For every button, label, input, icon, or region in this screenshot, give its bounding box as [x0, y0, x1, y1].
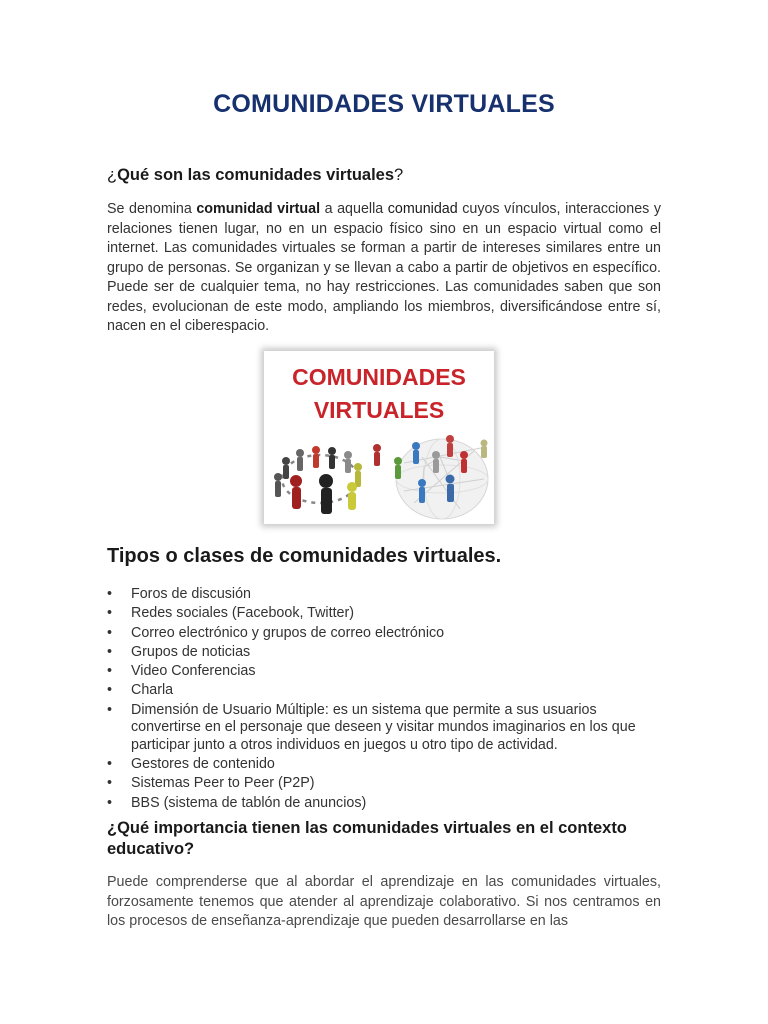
document-title: COMUNIDADES VIRTUALES: [213, 90, 555, 118]
list-item: • Dimensión de Usuario Múltiple: es un sistema que permite a sus usuarios convertirse en el personaje que deseen y visitar mundos imaginarios en los que participar junto a otros individuos en juegos u otro tipo de actividad.: [107, 702, 661, 755]
definition-paragraph: [107, 200, 661, 337]
question-suffix: ?: [394, 166, 404, 184]
list-item: • Correo electrónico y grupos de correo electrónico: [107, 625, 661, 643]
people-circle-icon: [274, 446, 362, 514]
types-heading: Tipos o clases de comunidades virtuales.: [107, 545, 502, 567]
list-item: • Gestores de contenido: [107, 756, 661, 774]
illustration-title-line2: VIRTUALES: [313, 397, 445, 423]
virtual-communities-illustration: [264, 351, 494, 524]
list-item: • Sistemas Peer to Peer (P2P): [107, 775, 661, 793]
types-list: [107, 586, 661, 814]
list-item: • Video Conferencias: [107, 663, 661, 681]
list-item: • Redes sociales (Facebook, Twitter): [107, 605, 661, 623]
illustration-graphic: [264, 351, 494, 524]
definition-term: comunidad: [387, 201, 458, 217]
question-bold-text: Qué son las comunidades virtuales: [117, 166, 395, 184]
globe-icon: [396, 439, 488, 519]
question-prefix: ¿: [107, 166, 118, 184]
list-item: • Foros de discusión: [107, 586, 661, 604]
definition-intro: Se denomina: [107, 201, 197, 217]
definition-rest: cuyos vínculos, interacciones y relaciones tienen lugar, no en un espacio físico sino en un espacio virtual como el internet. Las comunidades virtuales se forman a partir de intereses similares entre un grupo de personas. Se organizan y se llevan a cabo a partir de objetivos en específico. Puede ser de cualquier tema, no hay restricciones. Las comunidades saben que son redes, evolucionan de este modo, ampliando los miembros, diversificándose entre sí, nacen en el ciberespacio.: [107, 201, 661, 334]
definition-bold-term: comunidad virtual: [196, 201, 321, 217]
question-what-are-virtual-communities: [107, 166, 403, 185]
education-importance-heading: ¿Qué importancia tienen las comunidades virtuales en el contexto educativo?: [107, 819, 627, 858]
education-paragraph: Puede comprenderse que al abordar el aprendizaje en las comunidades virtuales, forzosamente tenemos que atender al aprendizaje colaborativo. Si nos centramos en los procesos de enseñanza-aprendizaje que pueden desarrollarse en las: [107, 874, 661, 929]
illustration-title-line1: COMUNIDADES: [292, 364, 466, 390]
list-item: • BBS (sistema de tablón de anuncios): [107, 795, 661, 813]
list-item: • Grupos de noticias: [107, 644, 661, 662]
definition-mid: a aquella: [320, 201, 388, 217]
list-item: • Charla: [107, 682, 661, 700]
